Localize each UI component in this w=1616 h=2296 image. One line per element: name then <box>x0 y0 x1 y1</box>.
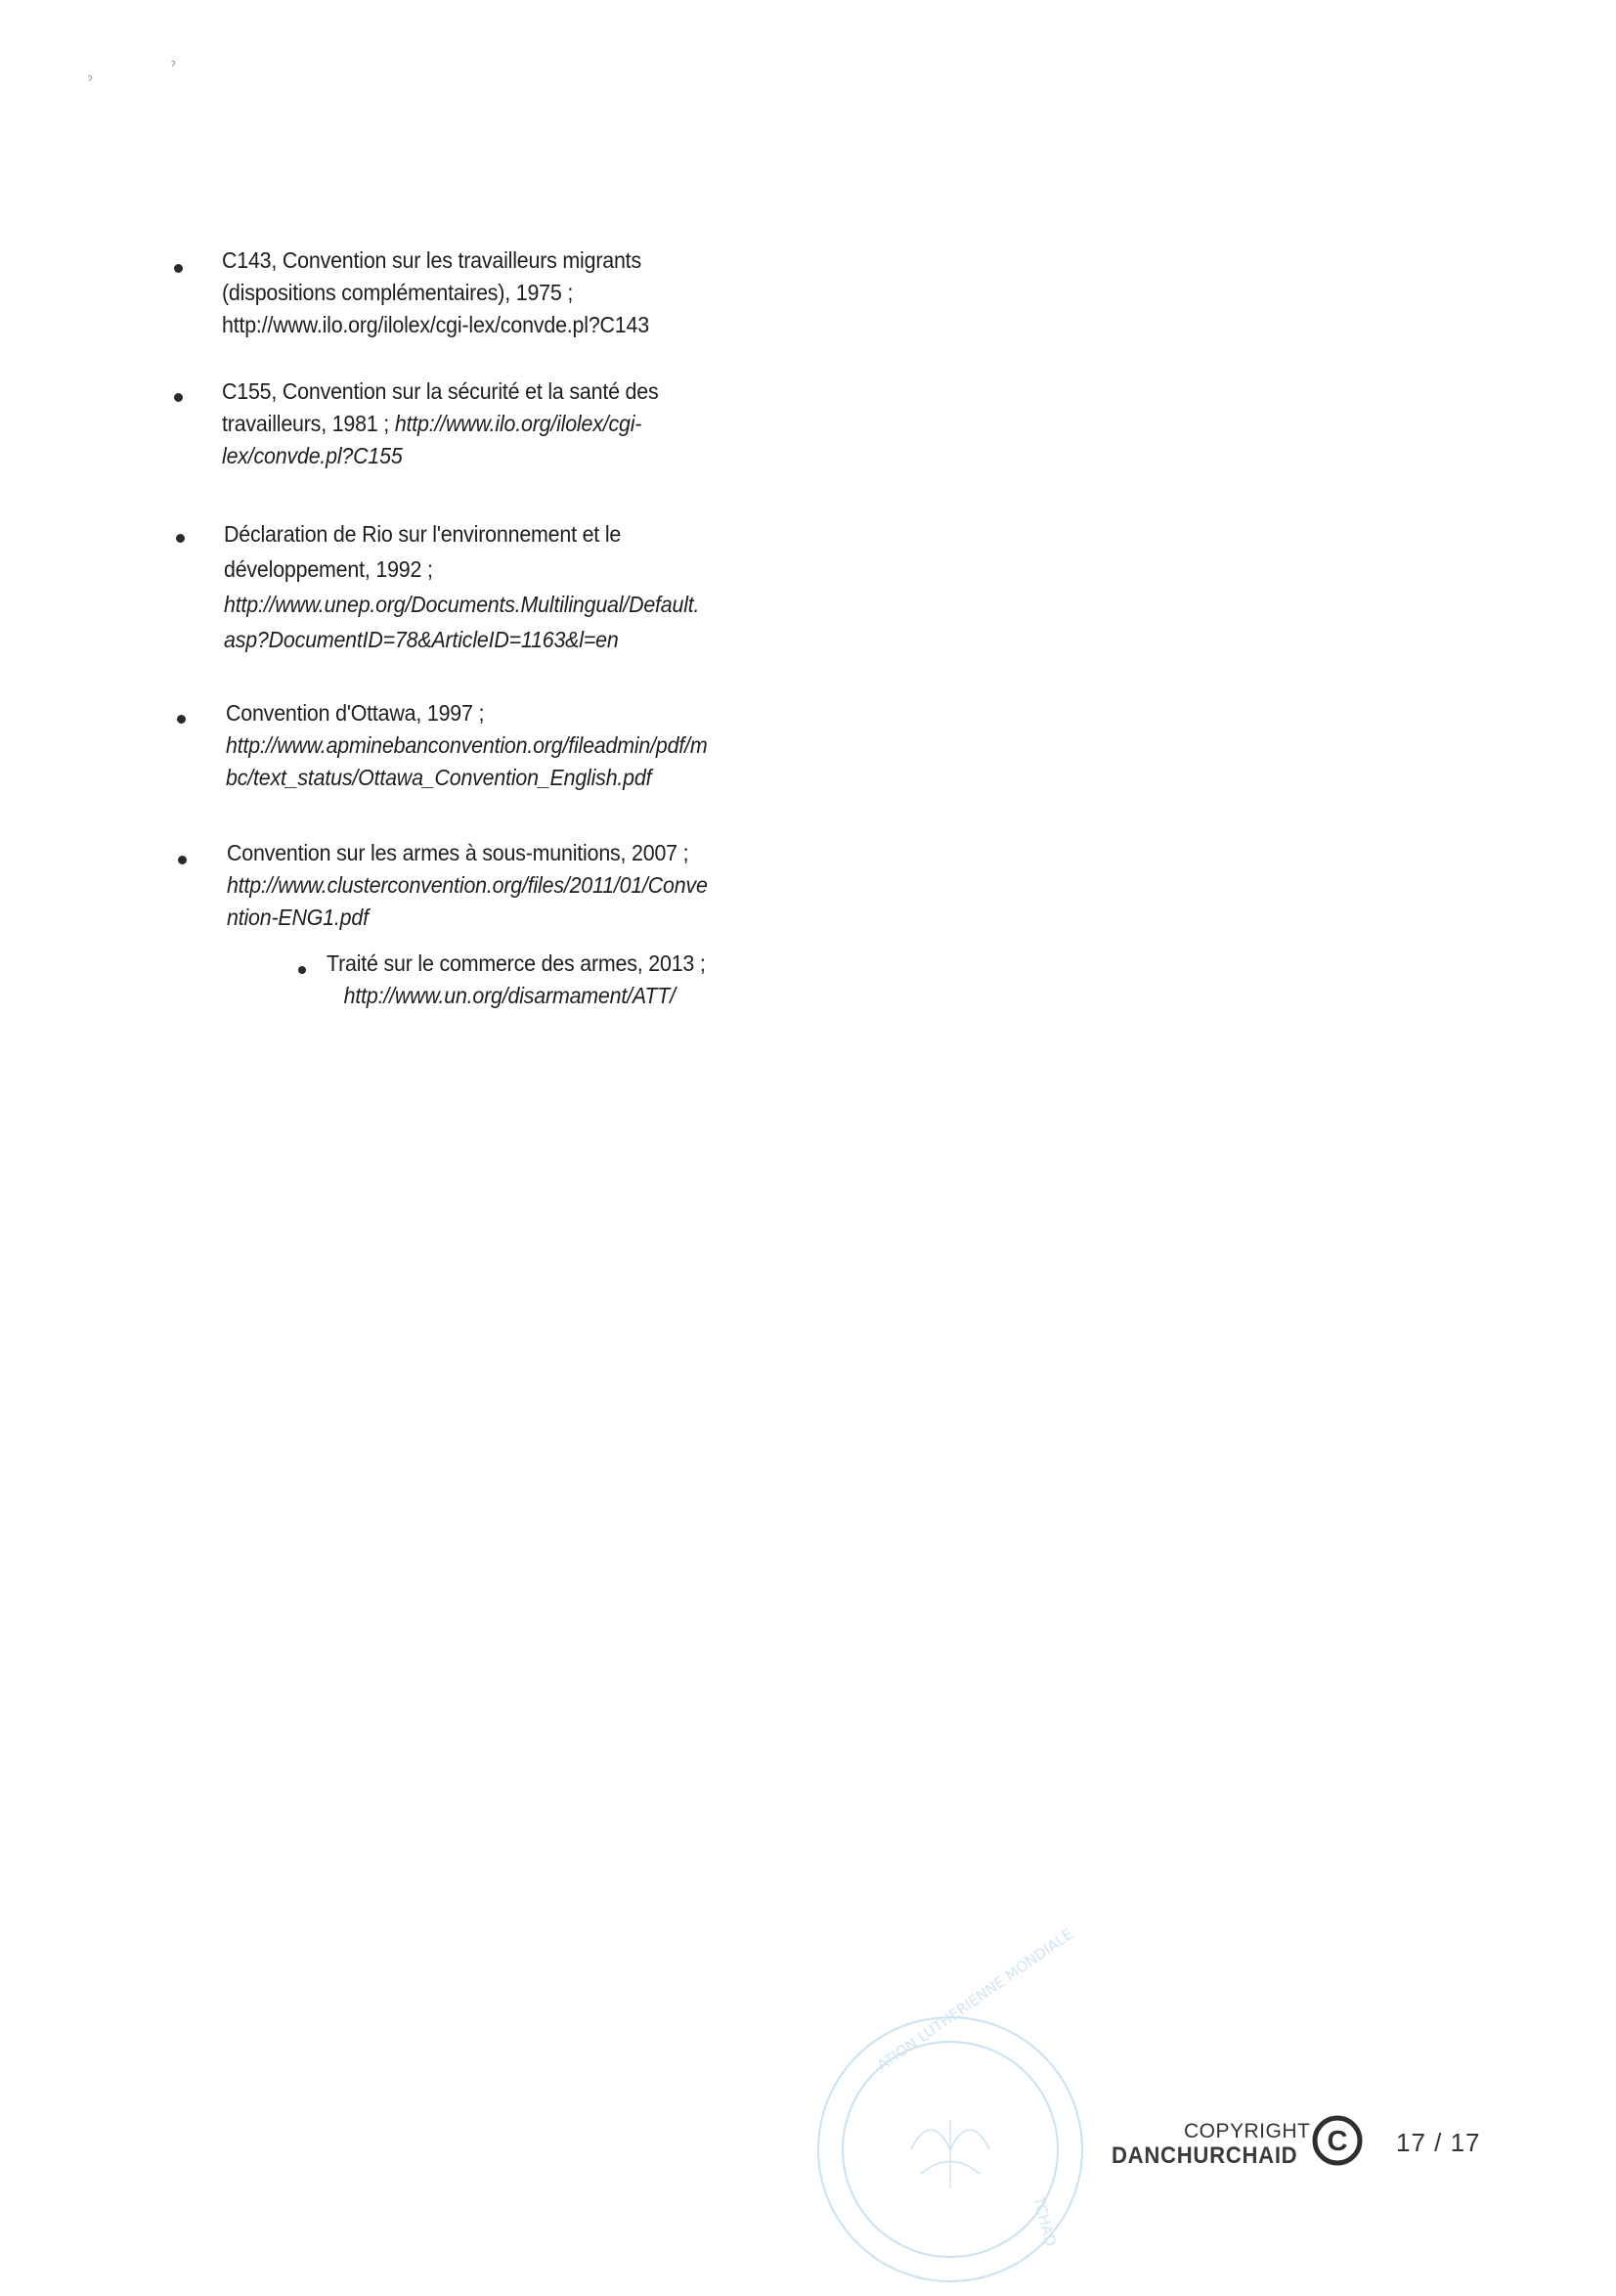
bullet-icon <box>176 534 185 543</box>
reference-text <box>227 837 708 934</box>
scan-speck: ˀ <box>171 59 176 72</box>
reference-link[interactable]: http://www.clusterconvention.org/files/2011/01/Conve <box>227 872 708 898</box>
reference-text <box>327 948 706 1012</box>
reference-line: Convention d'Ottawa, 1997 ; <box>226 700 485 726</box>
scan-speck: ˀ <box>88 73 93 87</box>
reference-link[interactable]: http://www.un.org/disarmament/ATT/ <box>343 983 676 1008</box>
reference-text <box>224 516 699 657</box>
copyright-logo <box>1110 2110 1388 2179</box>
bullet-icon <box>174 264 183 273</box>
reference-line: C155, Convention sur la sécurité et la santé des <box>222 378 659 404</box>
reference-link[interactable]: http://www.apminebanconvention.org/fileadmin/pdf/m <box>226 732 708 758</box>
reference-text <box>226 697 707 794</box>
bullet-icon <box>177 715 186 724</box>
reference-line: C143, Convention sur les travailleurs migrants <box>222 247 641 273</box>
reference-line <box>222 408 658 440</box>
page-number: 17 / 17 <box>1396 2128 1481 2157</box>
reference-line: Convention sur les armes à sous-munitions, 2007 ; <box>227 840 689 865</box>
svg-text:ATION LUTHERIENNE MONDIALE: ATION LUTHERIENNE MONDIALE <box>873 1924 1076 2075</box>
reference-line: Traité sur le commerce des armes, 2013 ; <box>327 950 706 976</box>
bullet-icon <box>178 856 187 864</box>
reference-prefix: travailleurs, 1981 ; <box>222 411 395 436</box>
reference-link[interactable]: bc/text_status/Ottawa_Convention_English.pdf <box>226 765 652 790</box>
reference-line: (dispositions complémentaires), 1975 ; <box>222 280 574 305</box>
organization-seal-icon <box>804 1924 1097 2296</box>
reference-link[interactable]: lex/convde.pl?C155 <box>222 443 403 468</box>
svg-text:TCHAD: TCHAD <box>1029 2194 1060 2249</box>
reference-line: Déclaration de Rio sur l'environnement et le <box>224 521 622 547</box>
reference-line: développement, 1992 ; <box>224 556 433 582</box>
reference-link[interactable]: http://www.ilo.org/ilolex/cgi- <box>394 411 642 436</box>
reference-text <box>222 375 658 472</box>
reference-link[interactable]: http://www.unep.org/Documents.Multilingual/Default. <box>224 592 700 617</box>
copyright-label: COPYRIGHT <box>1184 2120 1311 2142</box>
reference-text <box>222 244 649 341</box>
reference-link[interactable]: ntion-ENG1.pdf <box>227 905 369 930</box>
copyright-icon <box>1311 2114 1364 2167</box>
brand-name: DANCHURCHAID <box>1112 2142 1298 2169</box>
bullet-icon <box>298 966 306 974</box>
bullet-icon <box>174 393 183 402</box>
reference-link[interactable]: http://www.ilo.org/ilolex/cgi-lex/convde.pl?C143 <box>222 312 649 337</box>
copyright-symbol: C <box>1327 2126 1348 2157</box>
reference-link[interactable]: asp?DocumentID=78&ArticleID=1163&l=en <box>224 627 619 652</box>
